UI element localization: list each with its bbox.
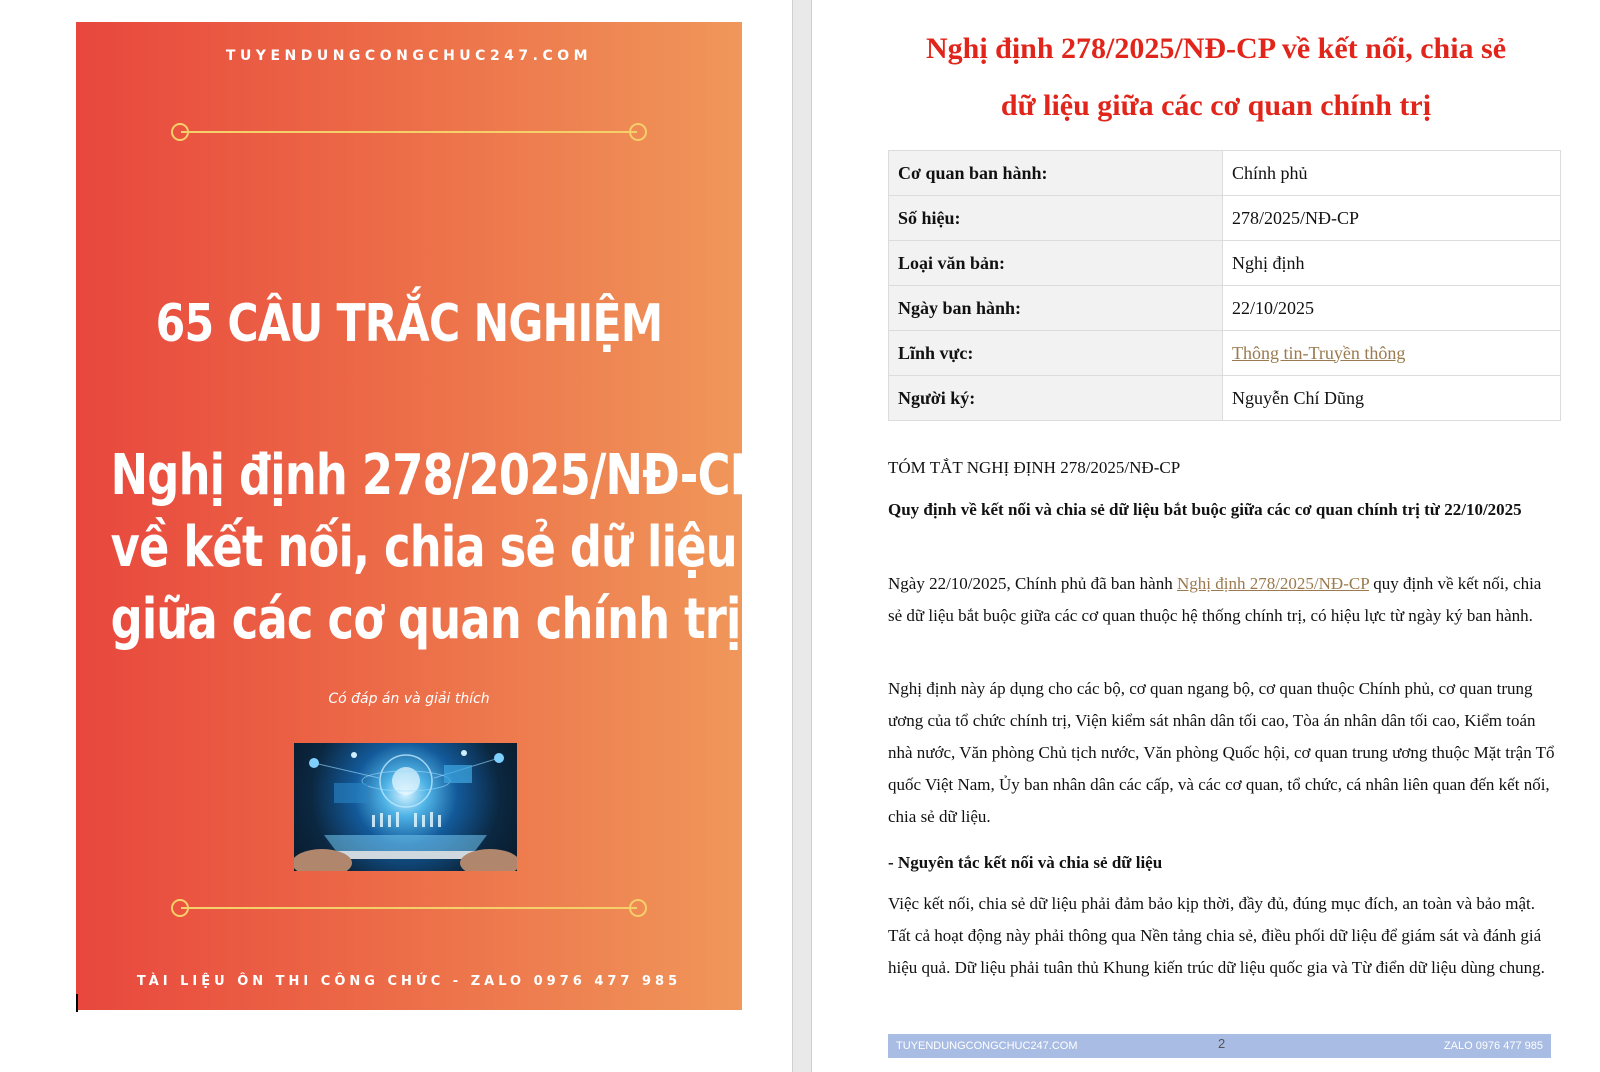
summary-lead: Quy định về kết nối và chia sẻ dữ liệu bắt buộc giữa các cơ quan chính trị từ 22/10/2025 — [888, 500, 1522, 519]
table-label: Lĩnh vực: — [889, 331, 1223, 376]
document-title-line: dữ liệu giữa các cơ quan chính trị — [1000, 89, 1432, 122]
document-title-line: Nghị định 278/2025/NĐ-CP về kết nối, chia sẻ — [925, 32, 1507, 65]
page-footer — [888, 1034, 1551, 1058]
section-heading: - Nguyên tắc kết nối và chia sẻ dữ liệu — [888, 853, 1163, 872]
field-link[interactable]: Thông tin-Truyền thông — [1232, 342, 1406, 363]
summary-heading: TÓM TẮT NGHỊ ĐỊNH 278/2025/NĐ-CP — [888, 458, 1181, 477]
paragraph — [888, 568, 1556, 632]
table-value: Chính phủ — [1223, 151, 1561, 196]
cover-title-line: về kết nối, chia sẻ dữ liệu — [110, 515, 737, 580]
table-label: Ngày ban hành: — [889, 286, 1223, 331]
paragraph-text: quy định về kết nối, chia sẻ dữ liệu bắt buộc giữa các cơ quan thuộc hệ thống chính trị, có hiệu lực từ ngày ký ban hành. — [888, 574, 1542, 625]
paragraph: Nghị định này áp dụng cho các bộ, cơ quan ngang bộ, cơ quan thuộc Chính phủ, cơ quan trung ương của tổ chức chính trị, Viện kiểm sát nhân dân tối cao, Tòa án nhân dân tối cao, Kiểm toán nhà nước, Văn phòng Chủ tịch nước, Văn phòng Quốc hội, cơ quan trung ương thuộc Mặt trận Tổ quốc Việt Nam, Ủy ban nhân dân các cấp, và các cơ quan, tổ chức, cá nhân liên quan đến kết nối, chia sẻ dữ liệu. — [888, 679, 1555, 826]
table-label: Loại văn bản: — [889, 241, 1223, 286]
footer-contact: ZALO 0976 477 985 — [1443, 1040, 1543, 1052]
cover-ornament-bottom — [171, 898, 647, 918]
cover-subtitle: Có đáp án và giải thích — [328, 691, 490, 707]
table-row — [889, 241, 1561, 286]
table-value: 22/10/2025 — [1223, 286, 1561, 331]
table-value: Nguyễn Chí Dũng — [1223, 376, 1561, 421]
decree-link[interactable]: Nghị định 278/2025/NĐ-CP — [1176, 574, 1370, 593]
table-label: Người ký: — [889, 376, 1223, 421]
table-row — [889, 376, 1561, 421]
footer-site: TUYENDUNGCONGCHUC247.COM — [896, 1040, 1078, 1052]
cover-footer: TÀI LIỆU ÔN THI CÔNG CHỨC - ZALO 0976 477 985 — [136, 974, 682, 989]
cover-title-line: giữa các cơ quan chính trị — [110, 587, 741, 652]
document-info-table — [888, 150, 1561, 421]
cover-question-count: 65 CÂU TRẮC NGHIỆM — [155, 294, 663, 354]
cover-site-name: TUYENDUNGCONGCHUC247.COM — [225, 48, 593, 64]
table-label: Số hiệu: — [889, 196, 1223, 241]
paragraph-text: Ngày 22/10/2025, Chính phủ đã ban hành — [888, 574, 1177, 593]
paragraph: Việc kết nối, chia sẻ dữ liệu phải đảm bảo kịp thời, đầy đủ, đúng mục đích, an toàn và bảo mật. Tất cả hoạt động này phải thông qua Nền tảng chia sẻ, điều phối dữ liệu để giám sát và đánh giá hiệu quả. Dữ liệu phải tuân thủ Khung kiến trúc dữ liệu quốc gia và Từ điển dữ liệu dùng chung. — [888, 894, 1545, 977]
table-row — [889, 196, 1561, 241]
table-value: 278/2025/NĐ-CP — [1223, 196, 1561, 241]
cover-title — [110, 440, 762, 656]
document-title — [862, 20, 1570, 134]
table-row — [889, 151, 1561, 196]
table-label: Cơ quan ban hành: — [889, 151, 1223, 196]
cover-title-line: Nghị định 278/2025/NĐ-CP — [110, 443, 762, 508]
table-value — [1223, 331, 1561, 376]
table-value: Nghị định — [1223, 241, 1561, 286]
table-row — [889, 286, 1561, 331]
cover-illustration — [294, 743, 517, 871]
cover-ornament-top — [171, 122, 647, 142]
text-cursor — [76, 994, 78, 1012]
cover-panel — [76, 22, 762, 1010]
table-row — [889, 331, 1561, 376]
page-number: 2 — [1218, 1036, 1226, 1051]
